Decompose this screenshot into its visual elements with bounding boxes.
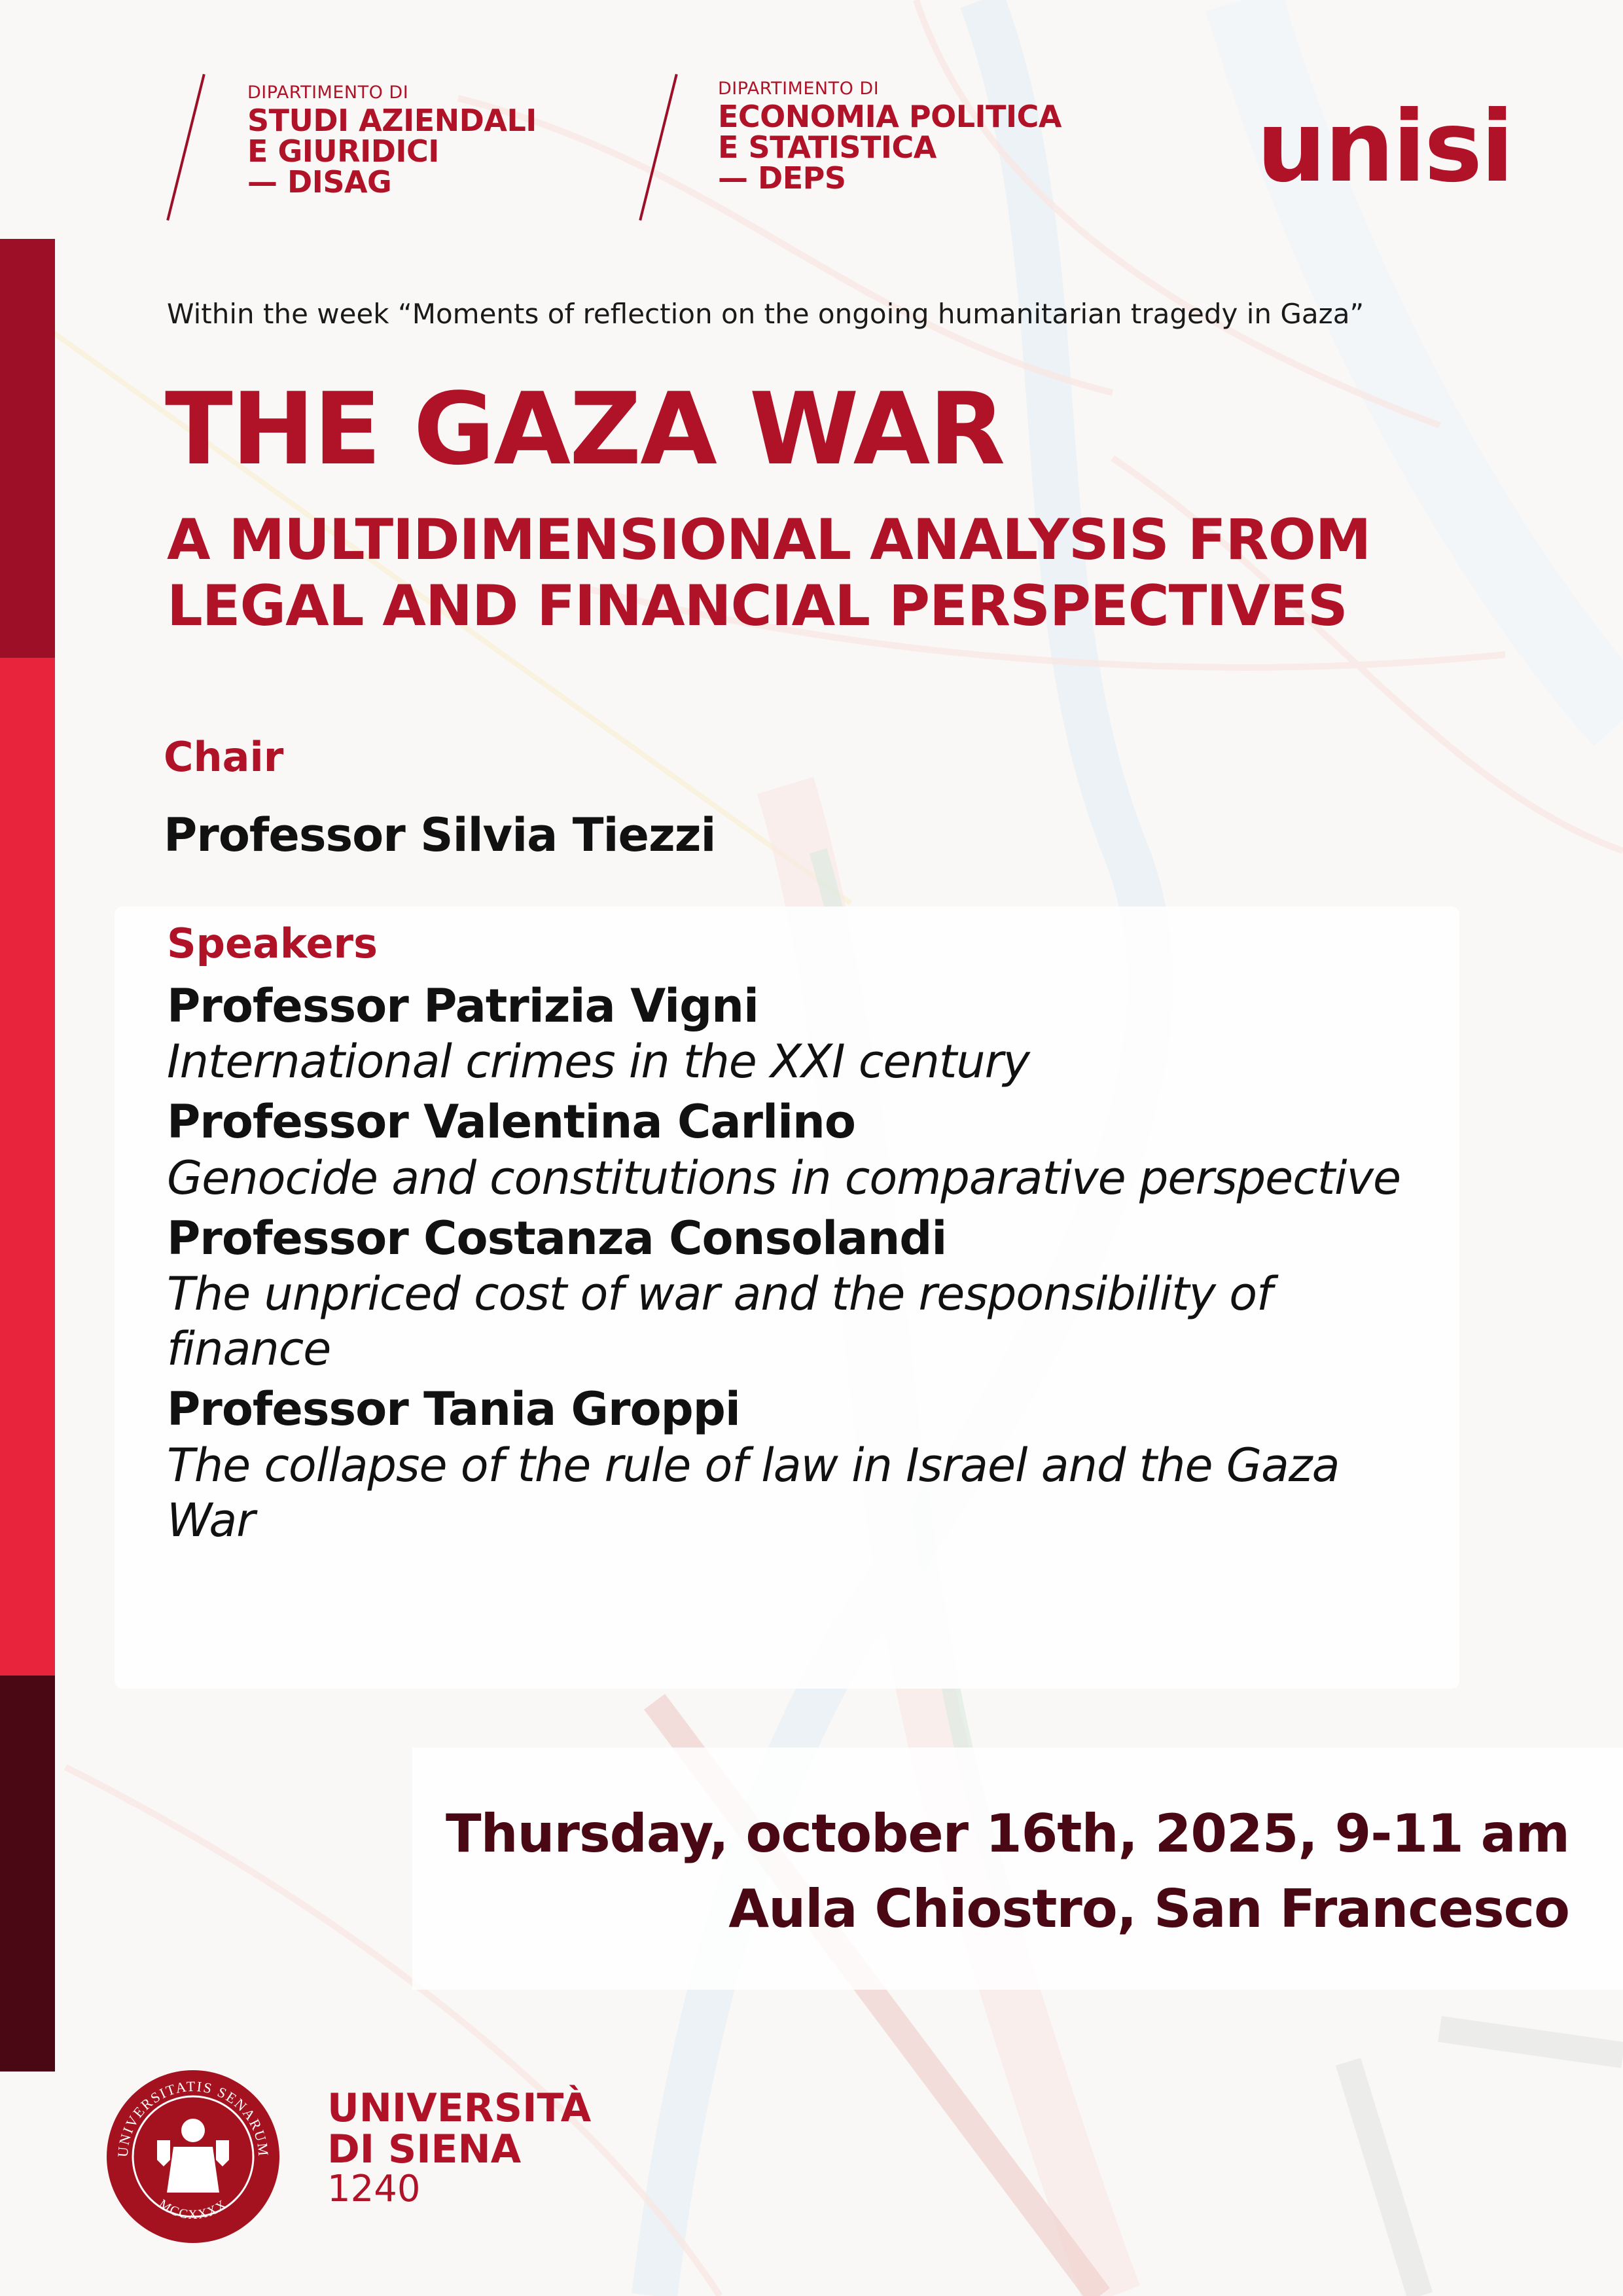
dept-prefix: DIPARTIMENTO DI xyxy=(718,79,880,99)
seal-text-bottom: MCCXXXX xyxy=(156,2197,230,2223)
speaker-name: Professor Costanza Consolandi xyxy=(167,1211,947,1265)
left-strip-red xyxy=(0,658,55,1676)
dept-name-line3: — DISAG xyxy=(247,164,392,200)
seal-text-top: UNIVERSITATIS SENARUM xyxy=(114,2077,272,2158)
date-panel xyxy=(412,1748,1623,1990)
speaker-name: Professor Tania Groppi xyxy=(167,1382,740,1437)
speaker-item xyxy=(167,1094,1410,1205)
dept-prefix: DIPARTIMENTO DI xyxy=(247,82,409,103)
department-deps xyxy=(718,80,1061,194)
university-wordmark xyxy=(327,2085,592,2210)
unisi-logo: unisi xyxy=(1257,90,1512,204)
event-place: Aula Chiostro, San Francesco xyxy=(728,1878,1569,1939)
speaker-item xyxy=(167,1211,1410,1376)
speaker-topic: International crimes in the XXI century xyxy=(167,1035,1029,1089)
event-date: Thursday, october 16th, 2025, 9-11 am xyxy=(446,1803,1569,1864)
dept-name-line1: STUDI AZIENDALI xyxy=(247,103,537,138)
left-strip-dark-red xyxy=(0,239,55,658)
speaker-topic: The unpriced cost of war and the responsibility of finance xyxy=(167,1267,1272,1376)
speaker-name: Professor Patrizia Vigni xyxy=(167,979,759,1033)
event-subtitle: A MULTIDIMENSIONAL ANALYSIS FROM LEGAL AND FINANCIAL PERSPECTIVES xyxy=(167,507,1371,639)
event-title: THE GAZA WAR xyxy=(165,371,1005,487)
uni-name-line1: UNIVERSITÀ xyxy=(327,2085,592,2131)
dept-name-line2: E STATISTICA xyxy=(718,129,936,165)
university-seal-icon xyxy=(105,2068,281,2245)
speakers-label: Speakers xyxy=(167,920,378,967)
chair-name: Professor Silvia Tiezzi xyxy=(164,808,716,862)
dept-name-line1: ECONOMIA POLITICA xyxy=(718,99,1061,134)
speaker-topic: Genocide and constitutions in comparative perspective xyxy=(167,1151,1401,1205)
speaker-topic: The collapse of the rule of law in Israel and the Gaza War xyxy=(167,1438,1340,1547)
dept-name-line3: — DEPS xyxy=(718,160,846,196)
speaker-name: Professor Valentina Carlino xyxy=(167,1095,855,1149)
left-strip-burgundy xyxy=(0,1676,55,2072)
intro-line: Within the week “Moments of reflection on the ongoing humanitarian tragedy in Gaza” xyxy=(167,298,1364,330)
speakers-list xyxy=(167,978,1410,1553)
dept-name-line2: E GIURIDICI xyxy=(247,133,439,169)
department-disag xyxy=(247,84,537,198)
uni-founding-year: 1240 xyxy=(327,2168,421,2210)
speaker-item xyxy=(167,1382,1410,1547)
uni-name-line2: DI SIENA xyxy=(327,2126,522,2172)
chair-label: Chair xyxy=(164,733,284,781)
speaker-item xyxy=(167,978,1410,1089)
